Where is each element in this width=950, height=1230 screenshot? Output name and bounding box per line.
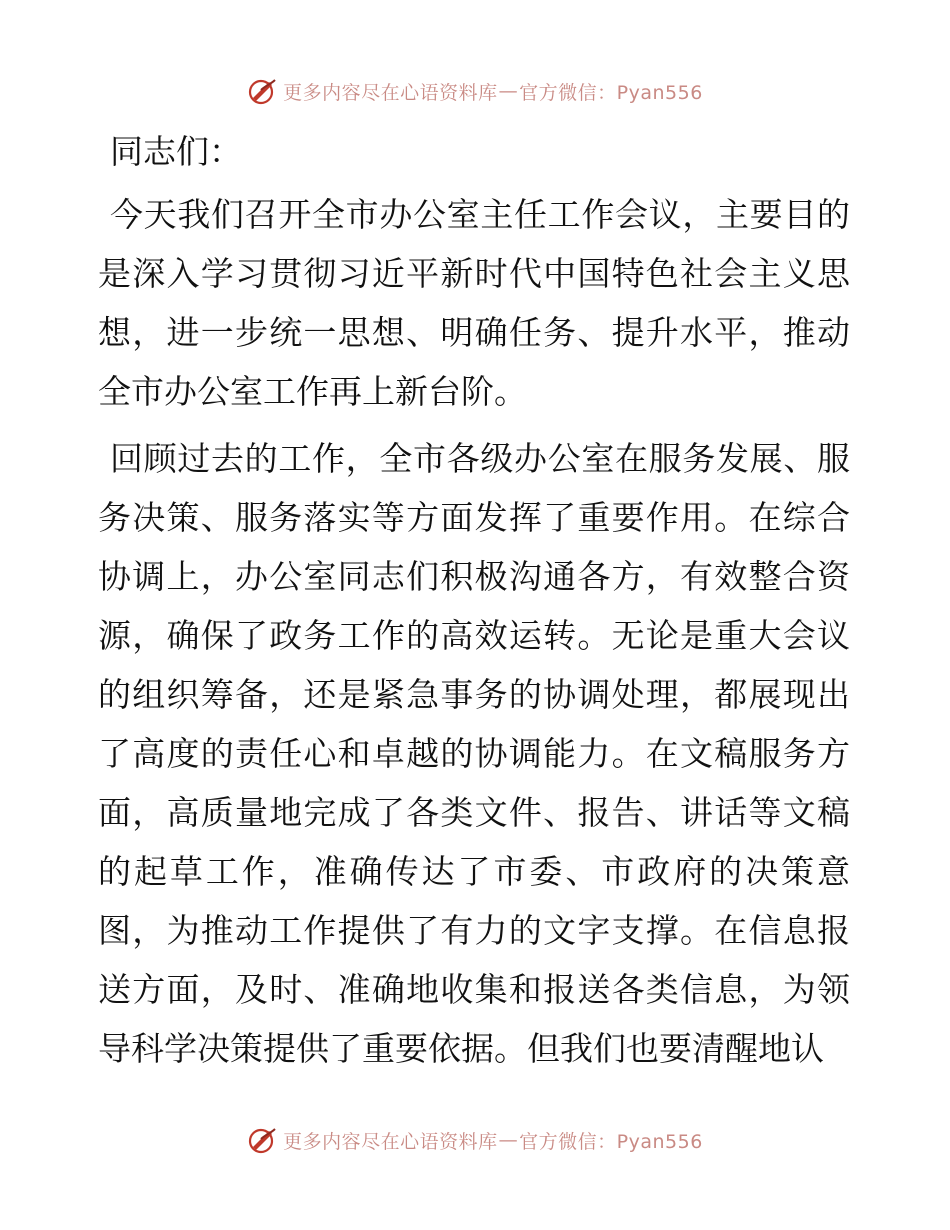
header-watermark-banner xyxy=(0,71,950,111)
quill-seal-logo-icon xyxy=(247,76,277,106)
banner-wechat-text: 官方微信：Pyan556 xyxy=(519,81,703,104)
banner-wechat-text: 官方微信：Pyan556 xyxy=(519,1130,703,1153)
banner-site-text: 更多内容尽在心语资料库 xyxy=(283,1130,498,1153)
paragraph-1: 今天我们召开全市办公室主任工作会议，主要目的是深入学习贯彻习近平新时代中国特色社会主义思想，进一步统一思想、明确任务、提升水平，推动全市办公室工作再上新台阶。 xyxy=(98,195,850,411)
document-body xyxy=(98,122,850,1086)
salutation: 同志们： xyxy=(110,132,242,171)
banner-site-text: 更多内容尽在心语资料库 xyxy=(283,81,498,104)
quill-seal-logo-icon xyxy=(247,1125,277,1155)
banner-separator: — xyxy=(498,80,519,102)
banner-separator: — xyxy=(498,1129,519,1151)
paragraph-2: 回顾过去的工作，全市各级办公室在服务发展、服务决策、服务落实等方面发挥了重要作用。在综合协调上，办公室同志们积极沟通各方，有效整合资源，确保了政务工作的高效运转。无论是重大会议的组织筹备，还是紧急事务的协调处理，都展现出了高度的责任心和卓越的协调能力。在文稿服务方面，高质量地完成了各类文件、报告、讲话等文稿的起草工作，准确传达了市委、市政府的决策意图，为推动工作提供了有力的文字支撑。在信息报送方面，及时、准确地收集和报送各类信息，为领导科学决策提供了重要依据。但我们也要清醒地认 xyxy=(98,439,850,1068)
footer-watermark-banner xyxy=(0,1120,950,1160)
